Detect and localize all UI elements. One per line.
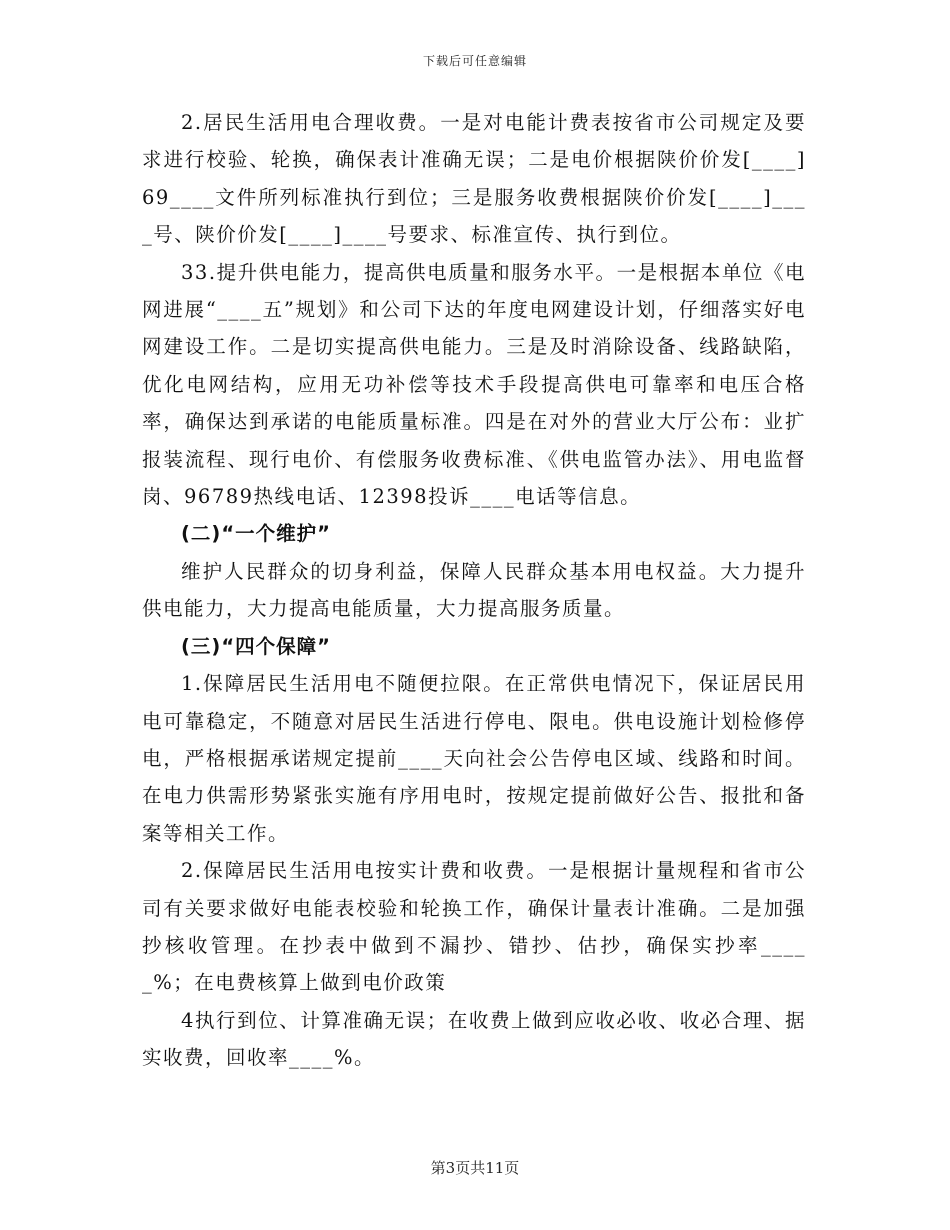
paragraph-guarantee-billing: 2.保障居民生活用电按实计费和收费。一是根据计量规程和省市公司有关要求做好电能表校验和轮换工作，确保计量表计准确。二是加强抄核收管理。在抄表中做到不漏抄、错抄、估抄，确保实抄率_____%；在电费核算上做到电价政策 (142, 859, 806, 995)
paragraph-supply-capacity: 33.提升供电能力，提高供电质量和服务水平。一是根据本单位《电网进展“____五”规划》和公司下达的年度电网建设计划，仔细落实好电网建设工作。二是切实提高供电能力。三是及时消除设备、线路缺陷，优化电网结构，应用无功补偿等技术手段提高供电可靠率和电压合格率，确保达到承诺的电能质量标准。四是在对外的营业大厅公布：业扩报装流程、现行电价、有偿服务收费标准、《供电监管办法》、用电监督岗、96789热线电话、12398投诉____电话等信息。 (142, 260, 806, 509)
paragraph-guarantee-no-limit: 1.保障居民生活用电不随便拉限。在正常供电情况下，保证居民用电可靠稳定，不随意对居民生活进行停电、限电。供电设施计划检修停电，严格根据承诺规定提前____天向社会公告停电区域、线路和时间。在电力供需形势紧张实施有序用电时，按规定提前做好公告、报批和备案等相关工作。 (142, 672, 806, 845)
page-header: 下载后可任意编辑 (422, 54, 527, 68)
paragraph-billing-continued: 4执行到位、计算准确无误；在收费上做到应收必收、收必合理、据实收费，回收率____%。 (142, 1008, 806, 1070)
document-body (142, 104, 806, 1077)
page-number: 第3页共11页 (430, 1159, 520, 1177)
section-heading-four-guarantees: (三)“四个保障” (181, 634, 331, 658)
paragraph-residential-fees: 2.居民生活用电合理收费。一是对电能计费表按省市公司规定及要求进行校验、轮换，确保表计准确无误；二是电价根据陕价价发[____]69____文件所列标准执行到位；三是服务收费根据陕价价发[____]____号、陕价价发[____]____号要求、标准宣传、执行到位。 (142, 111, 806, 247)
paragraph-maintain-interests: 维护人民群众的切身利益，保障人民群众基本用电权益。大力提升供电能力，大力提高电能质量，大力提高服务质量。 (142, 559, 806, 621)
section-heading-one-maintain: (二)“一个维护” (181, 522, 331, 546)
